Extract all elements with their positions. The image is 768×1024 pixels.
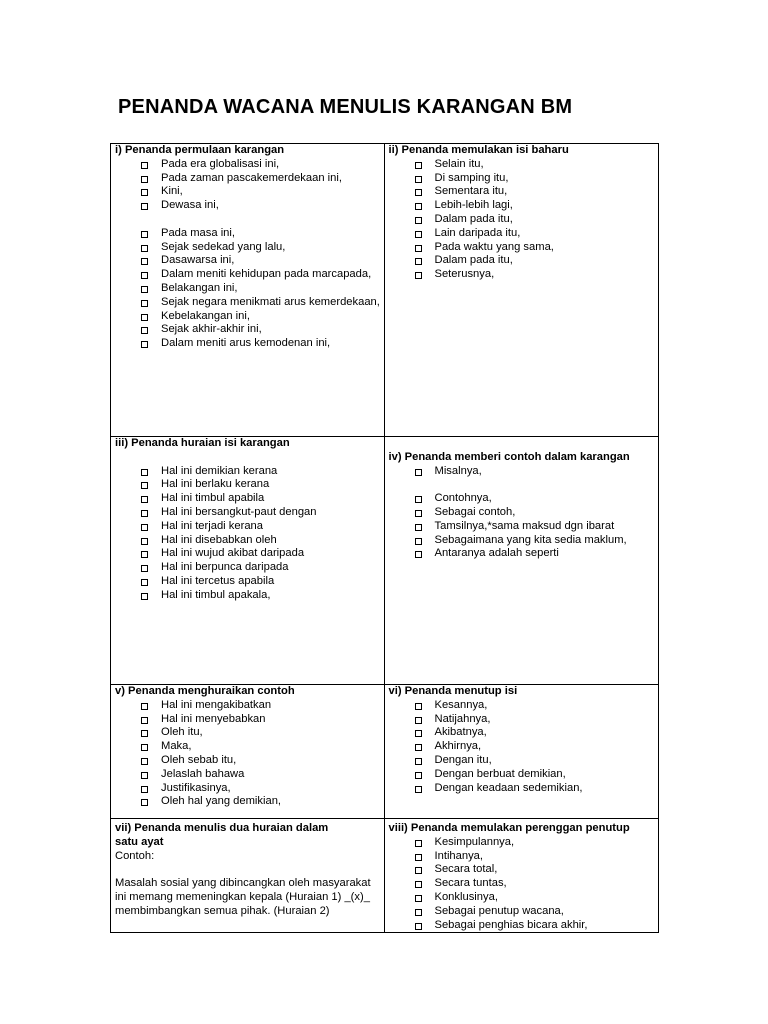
- item-list: [115, 699, 382, 809]
- list-item-label: Kini,: [161, 185, 183, 198]
- list-item: [115, 547, 382, 561]
- list-item-label: Dalam pada itu,: [434, 212, 513, 225]
- list-item: [115, 227, 382, 241]
- checkbox-icon: [141, 162, 148, 169]
- list-item-label: Jelaslah bahawa: [161, 767, 245, 780]
- list-item: [115, 589, 382, 603]
- example-text: Masalah sosial yang dibincangkan oleh masyarakat ini memang memeningkan kepala (Huraian 1) _(x)_ membimbangkan semua pihak. (Huraian 2): [115, 877, 371, 917]
- list-item-label: Justifikasinya,: [161, 781, 231, 794]
- list-item: [115, 254, 382, 268]
- checkbox-icon: [415, 469, 422, 476]
- list-item: [389, 836, 657, 850]
- item-list: [115, 158, 382, 351]
- section-heading: vi) Penanda menutup isi: [388, 685, 518, 697]
- list-item-label: Dengan keadaan sedemikian,: [434, 781, 583, 794]
- section-perenggan-penutup: [385, 819, 659, 932]
- list-item-label: Secara total,: [434, 863, 498, 876]
- checkbox-icon: [415, 744, 422, 751]
- list-item: [115, 282, 382, 296]
- list-item-label: Dalam meniti arus kemodenan ini,: [161, 337, 331, 350]
- list-item-label: Oleh hal yang demikian,: [161, 795, 282, 808]
- connectives-table: [110, 143, 659, 933]
- list-item: [389, 534, 657, 548]
- list-item-label: Dalam pada itu,: [434, 254, 513, 267]
- list-item: [389, 699, 657, 713]
- list-item: [115, 520, 382, 534]
- list-item: [389, 547, 657, 561]
- list-item-label: Tamsilnya,*sama maksud dgn ibarat: [434, 519, 615, 532]
- list-item-label: Dewasa ini,: [161, 199, 219, 212]
- checkbox-icon: [415, 730, 422, 737]
- checkbox-icon: [141, 272, 148, 279]
- checkbox-icon: [141, 496, 148, 503]
- list-item-label: Antaranya adalah seperti: [434, 547, 559, 560]
- list-item: [389, 919, 657, 932]
- list-item: [115, 768, 382, 782]
- item-list: [389, 836, 657, 932]
- list-item-label: Contohnya,: [434, 492, 492, 505]
- checkbox-icon: [415, 231, 422, 238]
- section-dua-huraian: [111, 819, 385, 932]
- checkbox-icon: [141, 551, 148, 558]
- checkbox-icon: [415, 176, 422, 183]
- list-item: [389, 227, 657, 241]
- list-item-label: Konklusinya,: [434, 890, 498, 903]
- checkbox-icon: [141, 758, 148, 765]
- list-item: [115, 699, 382, 713]
- list-item-label: Sebagai contoh,: [434, 505, 516, 518]
- list-item: [115, 465, 382, 479]
- list-item: [389, 877, 657, 891]
- list-item: [115, 782, 382, 796]
- list-item: [389, 863, 657, 877]
- checkbox-icon: [415, 717, 422, 724]
- list-item: [115, 575, 382, 589]
- list-item: [115, 534, 382, 548]
- list-item: [115, 323, 382, 337]
- section-heading: v) Penanda menghuraikan contoh: [115, 685, 295, 697]
- list-item-label: Belakangan ini,: [161, 281, 238, 294]
- list-item-label: Sebagaimana yang kita sedia maklum,: [434, 533, 627, 546]
- list-item: [115, 795, 382, 809]
- list-item: [389, 520, 657, 534]
- item-list: [389, 158, 657, 282]
- list-item: [389, 158, 657, 172]
- checkbox-icon: [141, 231, 148, 238]
- list-item-label: Kebelakangan ini,: [161, 309, 250, 322]
- checkbox-icon: [415, 909, 422, 916]
- checkbox-icon: [141, 258, 148, 265]
- list-item-label: Natijahnya,: [434, 712, 491, 725]
- section-permulaan: [111, 144, 385, 436]
- example-label: Contoh:: [115, 849, 155, 862]
- checkbox-icon: [415, 772, 422, 779]
- checkbox-icon: [415, 881, 422, 888]
- list-item-label: Hal ini terjadi kerana: [161, 519, 263, 532]
- list-item: [115, 268, 382, 282]
- list-item-label: Hal ini disebabkan oleh: [161, 533, 277, 546]
- checkbox-icon: [415, 162, 422, 169]
- table-row: [111, 144, 658, 436]
- list-item-label: Pada zaman pascakemerdekaan ini,: [161, 171, 342, 184]
- checkbox-icon: [415, 538, 422, 545]
- section-huraian-isi: [111, 437, 385, 684]
- list-item: [115, 726, 382, 740]
- list-item-label: Di samping itu,: [434, 171, 509, 184]
- list-item: [115, 158, 382, 172]
- page-title: PENANDA WACANA MENULIS KARANGAN BM: [118, 96, 573, 118]
- checkbox-icon: [415, 272, 422, 279]
- checkbox-icon: [141, 772, 148, 779]
- list-item-label: Lebih-lebih lagi,: [434, 199, 513, 212]
- list-item: [389, 241, 657, 255]
- checkbox-icon: [415, 551, 422, 558]
- list-item: [115, 185, 382, 199]
- list-item: [115, 337, 382, 351]
- section-heading: viii) Penanda memulakan perenggan penutup: [388, 822, 630, 834]
- checkbox-icon: [141, 730, 148, 737]
- list-item-label: Hal ini timbul apakala,: [161, 588, 271, 601]
- list-item: [115, 561, 382, 575]
- checkbox-icon: [141, 203, 148, 210]
- checkbox-icon: [141, 593, 148, 600]
- item-list: [389, 465, 657, 562]
- checkbox-icon: [415, 217, 422, 224]
- list-item-label: Hal ini bersangkut-paut dengan: [161, 505, 317, 518]
- checkbox-icon: [415, 854, 422, 861]
- list-item-label: Pada era globalisasi ini,: [161, 157, 280, 170]
- section-huraikan-contoh: [111, 685, 385, 818]
- list-item-label: Lain daripada itu,: [434, 226, 521, 239]
- list-item: [389, 905, 657, 919]
- checkbox-icon: [141, 565, 148, 572]
- list-item-label: Misalnya,: [434, 464, 482, 477]
- list-item: [389, 213, 657, 227]
- list-item-label: Hal ini demikian kerana: [161, 464, 278, 477]
- list-item-label: Hal ini mengakibatkan: [161, 698, 272, 711]
- list-item: [389, 768, 657, 782]
- section-isi-baharu: [385, 144, 659, 436]
- list-item-label: Oleh sebab itu,: [161, 753, 237, 766]
- list-item-label: Akhirnya,: [434, 740, 482, 753]
- checkbox-icon: [141, 744, 148, 751]
- section-heading: i) Penanda permulaan karangan: [115, 144, 285, 156]
- list-item: [389, 782, 657, 796]
- list-item-label: Kesannya,: [434, 698, 488, 711]
- checkbox-icon: [415, 840, 422, 847]
- list-item-label: Pada masa ini,: [161, 226, 236, 239]
- checkbox-icon: [415, 867, 422, 874]
- list-item-label: Sejak negara menikmati arus kemerdekaan,: [161, 295, 380, 308]
- checkbox-icon: [141, 469, 148, 476]
- list-item-label: Seterusnya,: [434, 268, 495, 281]
- list-item-label: Sebagai penghias bicara akhir,: [434, 918, 588, 931]
- section-memberi-contoh: [385, 437, 659, 684]
- list-item-label: Kesimpulannya,: [434, 835, 515, 848]
- checkbox-icon: [141, 482, 148, 489]
- checkbox-icon: [415, 189, 422, 196]
- checkbox-icon: [141, 189, 148, 196]
- section-heading: vii) Penanda menulis dua huraian dalam: [115, 822, 329, 834]
- checkbox-icon: [141, 538, 148, 545]
- list-item: [115, 713, 382, 727]
- table-row: [111, 818, 658, 932]
- checkbox-icon: [141, 341, 148, 348]
- list-item-label: Pada waktu yang sama,: [434, 240, 554, 253]
- checkbox-icon: [415, 786, 422, 793]
- list-item-label: Hal ini menyebabkan: [161, 712, 266, 725]
- list-item-label: Sementara itu,: [434, 185, 508, 198]
- list-item: [115, 478, 382, 492]
- checkbox-icon: [415, 524, 422, 531]
- list-item-label: Akibatnya,: [434, 726, 487, 739]
- list-item: [115, 172, 382, 186]
- list-item: [115, 506, 382, 520]
- item-list: [389, 699, 657, 796]
- list-item-label: Sejak sedekad yang lalu,: [161, 240, 286, 253]
- list-item-label: Sejak akhir-akhir ini,: [161, 323, 262, 336]
- checkbox-icon: [141, 300, 148, 307]
- section-heading: ii) Penanda memulakan isi baharu: [388, 144, 569, 156]
- list-item: [389, 254, 657, 268]
- table-row: [111, 684, 658, 818]
- list-item-label: Dasawarsa ini,: [161, 254, 235, 267]
- list-item: [389, 465, 657, 479]
- checkbox-icon: [415, 703, 422, 710]
- checkbox-icon: [141, 327, 148, 334]
- list-item: [389, 492, 657, 506]
- checkbox-icon: [141, 703, 148, 710]
- list-item: [389, 850, 657, 864]
- checkbox-icon: [141, 286, 148, 293]
- list-item: [115, 740, 382, 754]
- list-item-label: Dalam meniti kehidupan pada marcapada,: [161, 268, 372, 281]
- checkbox-icon: [415, 758, 422, 765]
- checkbox-icon: [415, 258, 422, 265]
- list-item-label: Hal ini berpunca daripada: [161, 561, 289, 574]
- list-item-label: Dengan berbuat demikian,: [434, 767, 566, 780]
- checkbox-icon: [415, 895, 422, 902]
- checkbox-icon: [141, 799, 148, 806]
- blank-line: [389, 478, 657, 492]
- section-heading: iv) Penanda memberi contoh dalam karangan: [388, 450, 630, 463]
- checkbox-icon: [141, 579, 148, 586]
- checkbox-icon: [141, 524, 148, 531]
- checkbox-icon: [415, 510, 422, 517]
- list-item-label: Dengan itu,: [434, 753, 492, 766]
- list-item: [389, 754, 657, 768]
- list-item-label: Hal ini tercetus apabila: [161, 574, 275, 587]
- list-item: [389, 726, 657, 740]
- list-item-label: Hal ini berlaku kerana: [161, 478, 270, 491]
- section-heading-cont: satu ayat: [115, 835, 164, 848]
- list-item-label: Hal ini timbul apabila: [161, 492, 265, 505]
- list-item: [115, 296, 382, 310]
- list-item: [115, 492, 382, 506]
- blank-line: [115, 213, 382, 227]
- list-item: [115, 241, 382, 255]
- list-item-label: Intihanya,: [434, 849, 484, 862]
- list-item: [389, 713, 657, 727]
- list-item: [389, 172, 657, 186]
- table-row: [111, 436, 658, 684]
- list-item: [389, 199, 657, 213]
- list-item-label: Oleh itu,: [161, 726, 203, 739]
- checkbox-icon: [141, 717, 148, 724]
- item-list: [115, 465, 382, 603]
- section-menutup-isi: [385, 685, 659, 818]
- list-item-label: Sebagai penutup wacana,: [434, 904, 564, 917]
- checkbox-icon: [141, 176, 148, 183]
- checkbox-icon: [415, 923, 422, 930]
- list-item-label: Secara tuntas,: [434, 877, 507, 890]
- list-item: [115, 754, 382, 768]
- list-item: [115, 199, 382, 213]
- list-item: [115, 310, 382, 324]
- checkbox-icon: [141, 786, 148, 793]
- checkbox-icon: [141, 245, 148, 252]
- list-item: [389, 891, 657, 905]
- list-item-label: Maka,: [161, 740, 192, 753]
- checkbox-icon: [415, 496, 422, 503]
- checkbox-icon: [141, 314, 148, 321]
- checkbox-icon: [415, 245, 422, 252]
- checkbox-icon: [415, 203, 422, 210]
- list-item: [389, 185, 657, 199]
- section-heading: iii) Penanda huraian isi karangan: [115, 437, 290, 449]
- list-item: [389, 268, 657, 282]
- list-item: [389, 506, 657, 520]
- list-item-label: Hal ini wujud akibat daripada: [161, 547, 305, 560]
- checkbox-icon: [141, 510, 148, 517]
- list-item: [389, 740, 657, 754]
- list-item-label: Selain itu,: [434, 157, 484, 170]
